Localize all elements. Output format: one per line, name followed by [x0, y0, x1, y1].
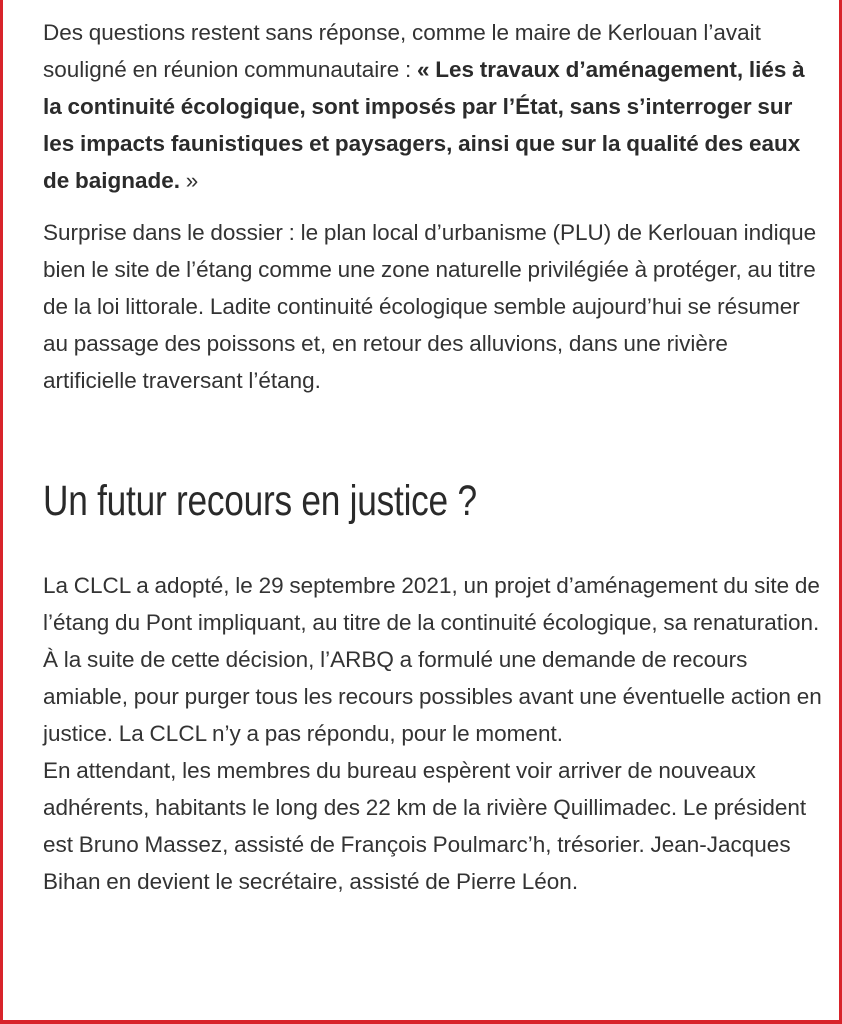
article-body: [43, 14, 823, 900]
paragraph-mayor-quote: [43, 14, 823, 199]
quote-open-mark: «: [416, 57, 436, 82]
section-heading: Un futur recours en justice ?: [43, 477, 477, 525]
paragraph-bureau-members: En attendant, les membres du bureau espèrent voir arriver de nouveaux adhérents, habitants le long des 22 km de la rivière Quillimadec. Le président est Bruno Massez, assisté de François Poulmarc’h, trésorier. Jean-Jacques Bihan en devient le secrétaire, assisté de Pierre Léon.: [43, 758, 807, 894]
mayor-quote: Les travaux d’aménagement, liés à la continuité écologique, sont imposés par l’État, sans s’interroger sur les impacts faunistiques et paysagers, ainsi que sur la qualité des eaux de baignade.: [43, 57, 805, 193]
paragraph-clcl-decision: La CLCL a adopté, le 29 septembre 2021, un projet d’aménagement du site de l’étang du Pont impliquant, au titre de la continuité écologique, sa renaturation. À la suite de cette décision, l’ARBQ a formulé une demande de recours amiable, pour purger tous les recours possibles avant une éventuelle action en justice. La CLCL n’y a pas répondu, pour le moment.: [43, 573, 822, 746]
paragraph-plu-surprise: Surprise dans le dossier : le plan local d’urbanisme (PLU) de Kerlouan indique bien le site de l’étang comme une zone naturelle privilégiée à protéger, au titre de la loi littorale. Ladite continuité écologique semble aujourd’hui se résumer au passage des poissons et, en retour des alluvions, dans une rivière artificielle traversant l’étang.: [43, 220, 817, 393]
paragraph-intro-text: Des questions restent sans réponse, comme le maire de Kerlouan l’avait souligné en réunion communautaire :: [43, 20, 761, 82]
quote-close-mark: »: [180, 168, 199, 193]
